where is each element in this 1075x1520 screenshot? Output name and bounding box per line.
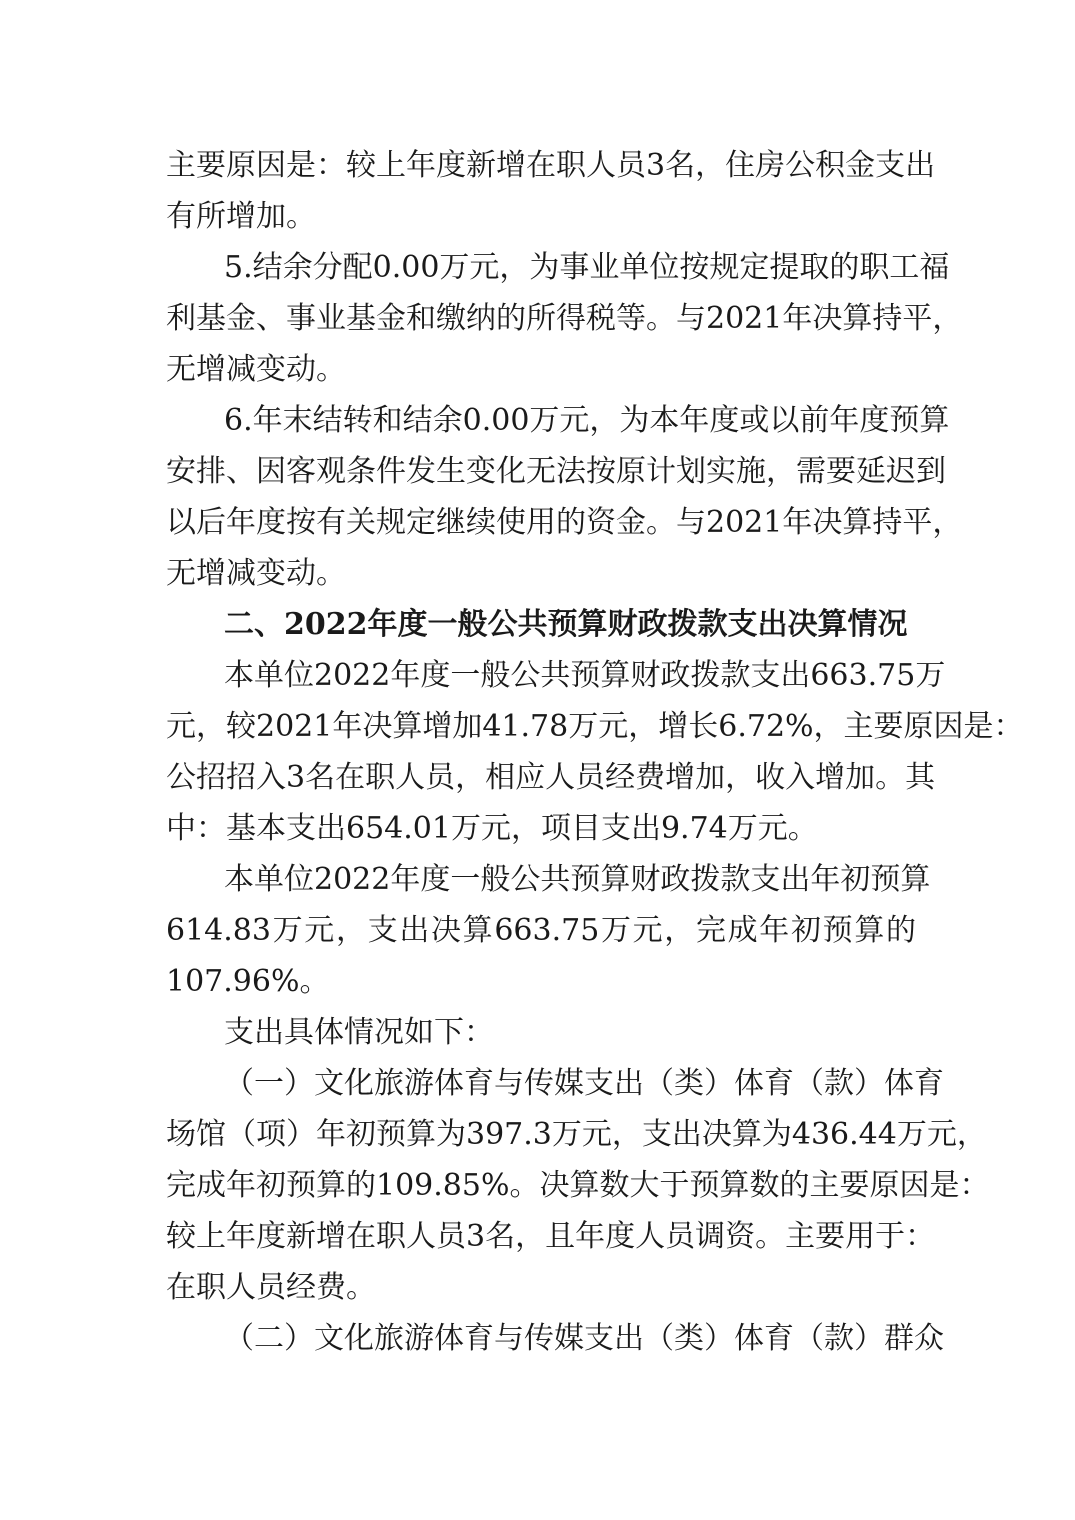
- text-line: 公招招入3名在职人员，相应人员经费增加，收入增加。其: [166, 760, 936, 795]
- text-line: 安排、因客观条件发生变化无法按原计划实施，需要延迟到: [166, 454, 946, 489]
- text-line: 主要原因是：较上年度新增在职人员3名，住房公积金支出: [166, 148, 936, 183]
- text-line: 利基金、事业基金和缴纳的所得税等。与2021年决算持平，: [166, 301, 963, 336]
- section-heading: 二、2022年度一般公共预算财政拨款支出决算情况: [224, 607, 908, 642]
- text-line: 完成年初预算的109.85%。决算数大于预算数的主要原因是：: [166, 1168, 990, 1203]
- text-line: 无增减变动。: [166, 556, 346, 591]
- text-line: 较上年度新增在职人员3名，且年度人员调资。主要用于：: [166, 1219, 936, 1254]
- text-line: 以后年度按有关规定继续使用的资金。与2021年决算持平，: [166, 505, 963, 540]
- paragraph-start: 本单位2022年度一般公共预算财政拨款支出663.75万: [224, 658, 946, 693]
- text-line: 场馆（项）年初预算为397.3万元，支出决算为436.44万元，: [166, 1117, 987, 1152]
- paragraph-start: 5.结余分配0.00万元，为事业单位按规定提取的职工福: [224, 250, 950, 285]
- text-line: 在职人员经费。: [166, 1270, 376, 1305]
- text-line: 无增减变动。: [166, 352, 346, 387]
- text-line: 中：基本支出654.01万元，项目支出9.74万元。: [166, 811, 818, 846]
- document-body: [166, 140, 1024, 1364]
- paragraph-start: （二）文化旅游体育与传媒支出（类）体育（款）群众: [224, 1321, 944, 1356]
- paragraph-start: 6.年末结转和结余0.00万元，为本年度或以前年度预算: [224, 403, 950, 438]
- text-line: 有所增加。: [166, 199, 316, 234]
- paragraph-start: 支出具体情况如下：: [224, 1015, 494, 1050]
- paragraph-start: 本单位2022年度一般公共预算财政拨款支出年初预算: [224, 862, 931, 897]
- text-line: 614.83万元，支出决算663.75万元，完成年初预算的: [166, 913, 916, 948]
- paragraph-start: （一）文化旅游体育与传媒支出（类）体育（款）体育: [224, 1066, 944, 1101]
- text-line: 元，较2021年决算增加41.78万元，增长6.72%，主要原因是：: [166, 709, 1024, 744]
- text-line: 107.96%。: [166, 964, 330, 999]
